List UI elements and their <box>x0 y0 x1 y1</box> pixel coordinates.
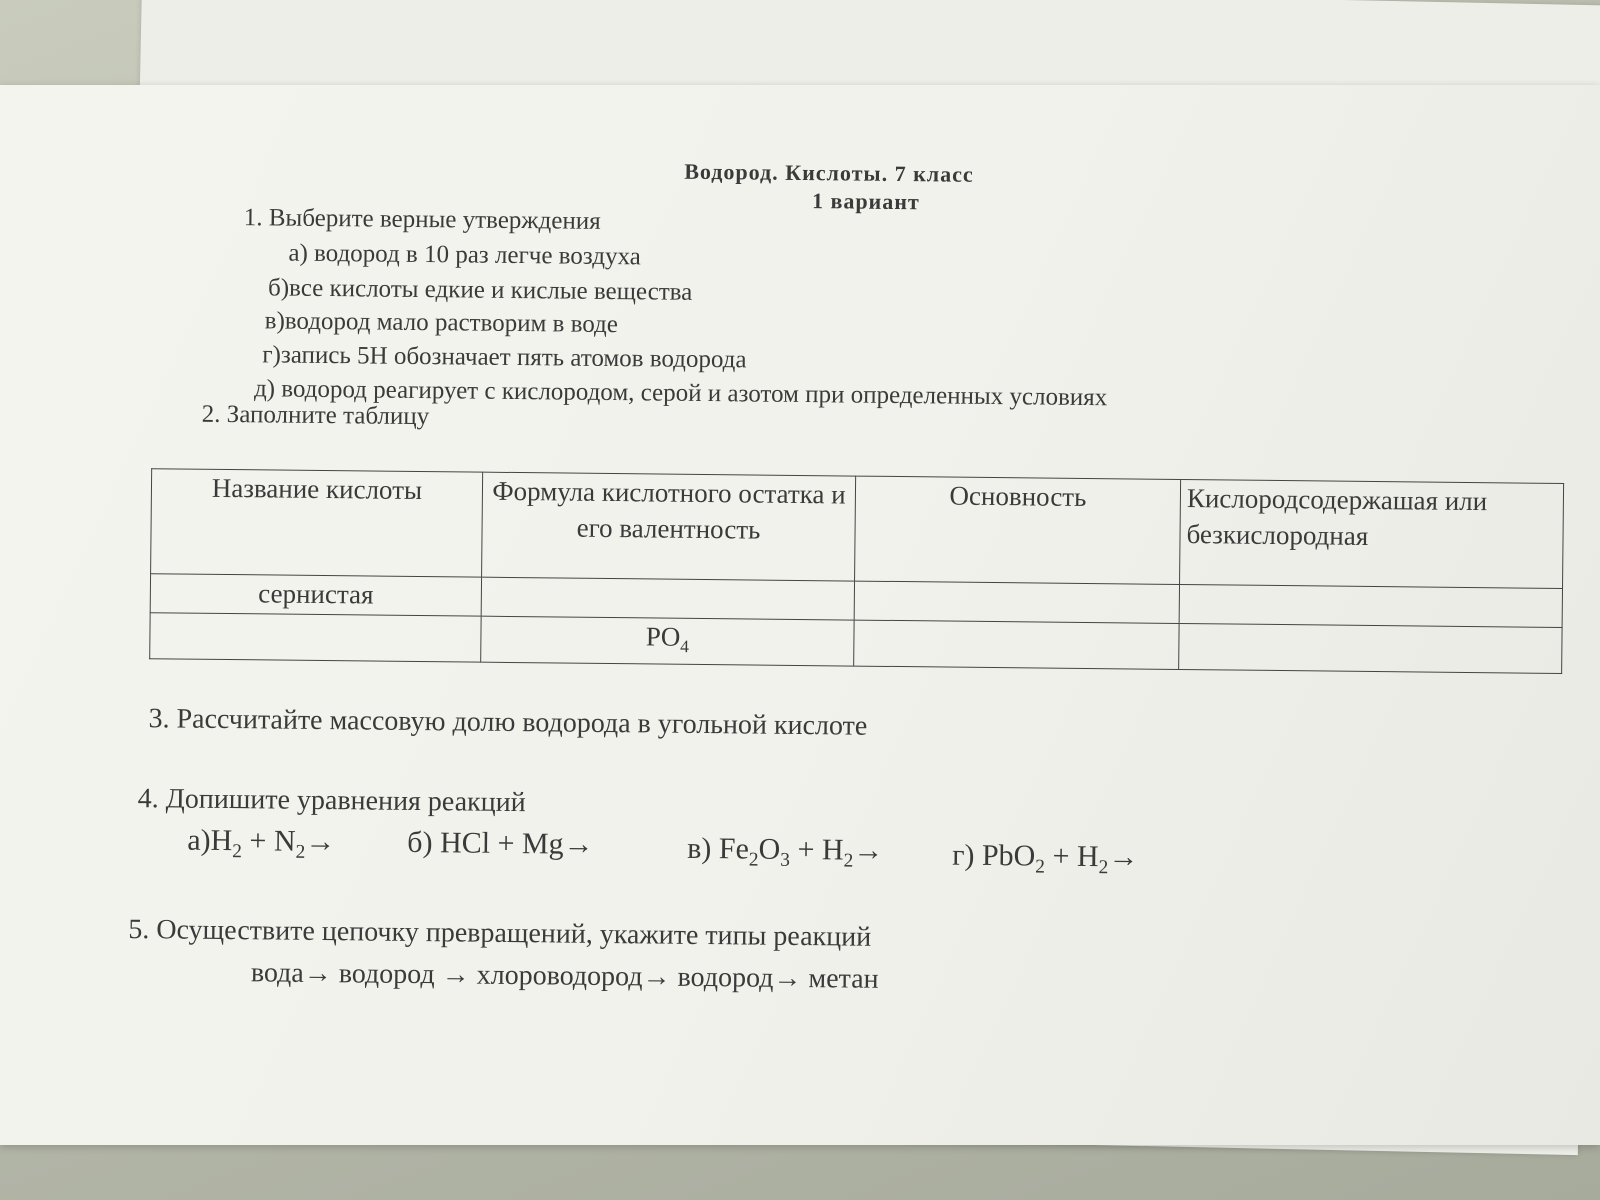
table-cell: сернистая <box>150 574 481 616</box>
q1-option-d: г)запись 5Н обозначает пять атомов водорода <box>262 341 747 374</box>
reaction-chain: вода→ водород → хлороводород→ водород→ метан <box>250 957 879 995</box>
equation-c: в) $Fe_2O_3 + H_2\to$ <box>687 831 884 872</box>
table-cell <box>854 581 1179 623</box>
equation-a: $а)H_2 + N_2\to$ <box>187 823 336 863</box>
q1-option-e: д) водород реагирует с кислородом, серой и азотом при определенных условиях <box>253 375 1108 412</box>
fill-table <box>149 468 1564 674</box>
table-cell <box>1179 584 1562 627</box>
question-5: 5. Осуществите цепочку превращений, укажите типы реакций <box>128 913 872 953</box>
worksheet-title: Водород. Кислоты. 7 класс <box>684 158 974 187</box>
table-cell <box>1179 623 1562 673</box>
q1-option-b: б)все кислоты едкие и кислые вещества <box>267 274 693 306</box>
equation-b: б) HCl + Mg→ <box>407 825 594 861</box>
table-cell: $PO_4$ <box>481 616 854 666</box>
table-header-cell: Основность <box>855 476 1181 584</box>
table-header-cell: Формула кислотного остатка и его валентность <box>482 472 856 581</box>
worksheet-variant: 1 вариант <box>811 188 920 215</box>
table-header-cell: Кислородсодержашая или безкислородная <box>1180 479 1564 588</box>
equation-d: г) $PbO_2 + H_2\to$ <box>952 838 1139 879</box>
table-header-cell: Название кислоты <box>151 469 483 577</box>
worksheet <box>0 85 1600 1145</box>
table-cell <box>481 577 854 620</box>
q1-option-c: в)водород мало растворим в воде <box>264 307 619 339</box>
question-2: 2. Заполните таблицу <box>201 400 430 431</box>
table-cell <box>150 613 481 663</box>
table-header-row <box>151 469 1564 589</box>
question-1: 1. Выберите верные утверждения <box>243 204 601 235</box>
question-3: 3. Рассчитайте массовую долю водорода в угольной кислоте <box>148 703 868 742</box>
q1-option-a: а) водород в 10 раз легче воздуха <box>288 239 641 271</box>
table-cell <box>854 620 1179 670</box>
question-4: 4. Допишите уравнения реакций <box>137 783 526 819</box>
